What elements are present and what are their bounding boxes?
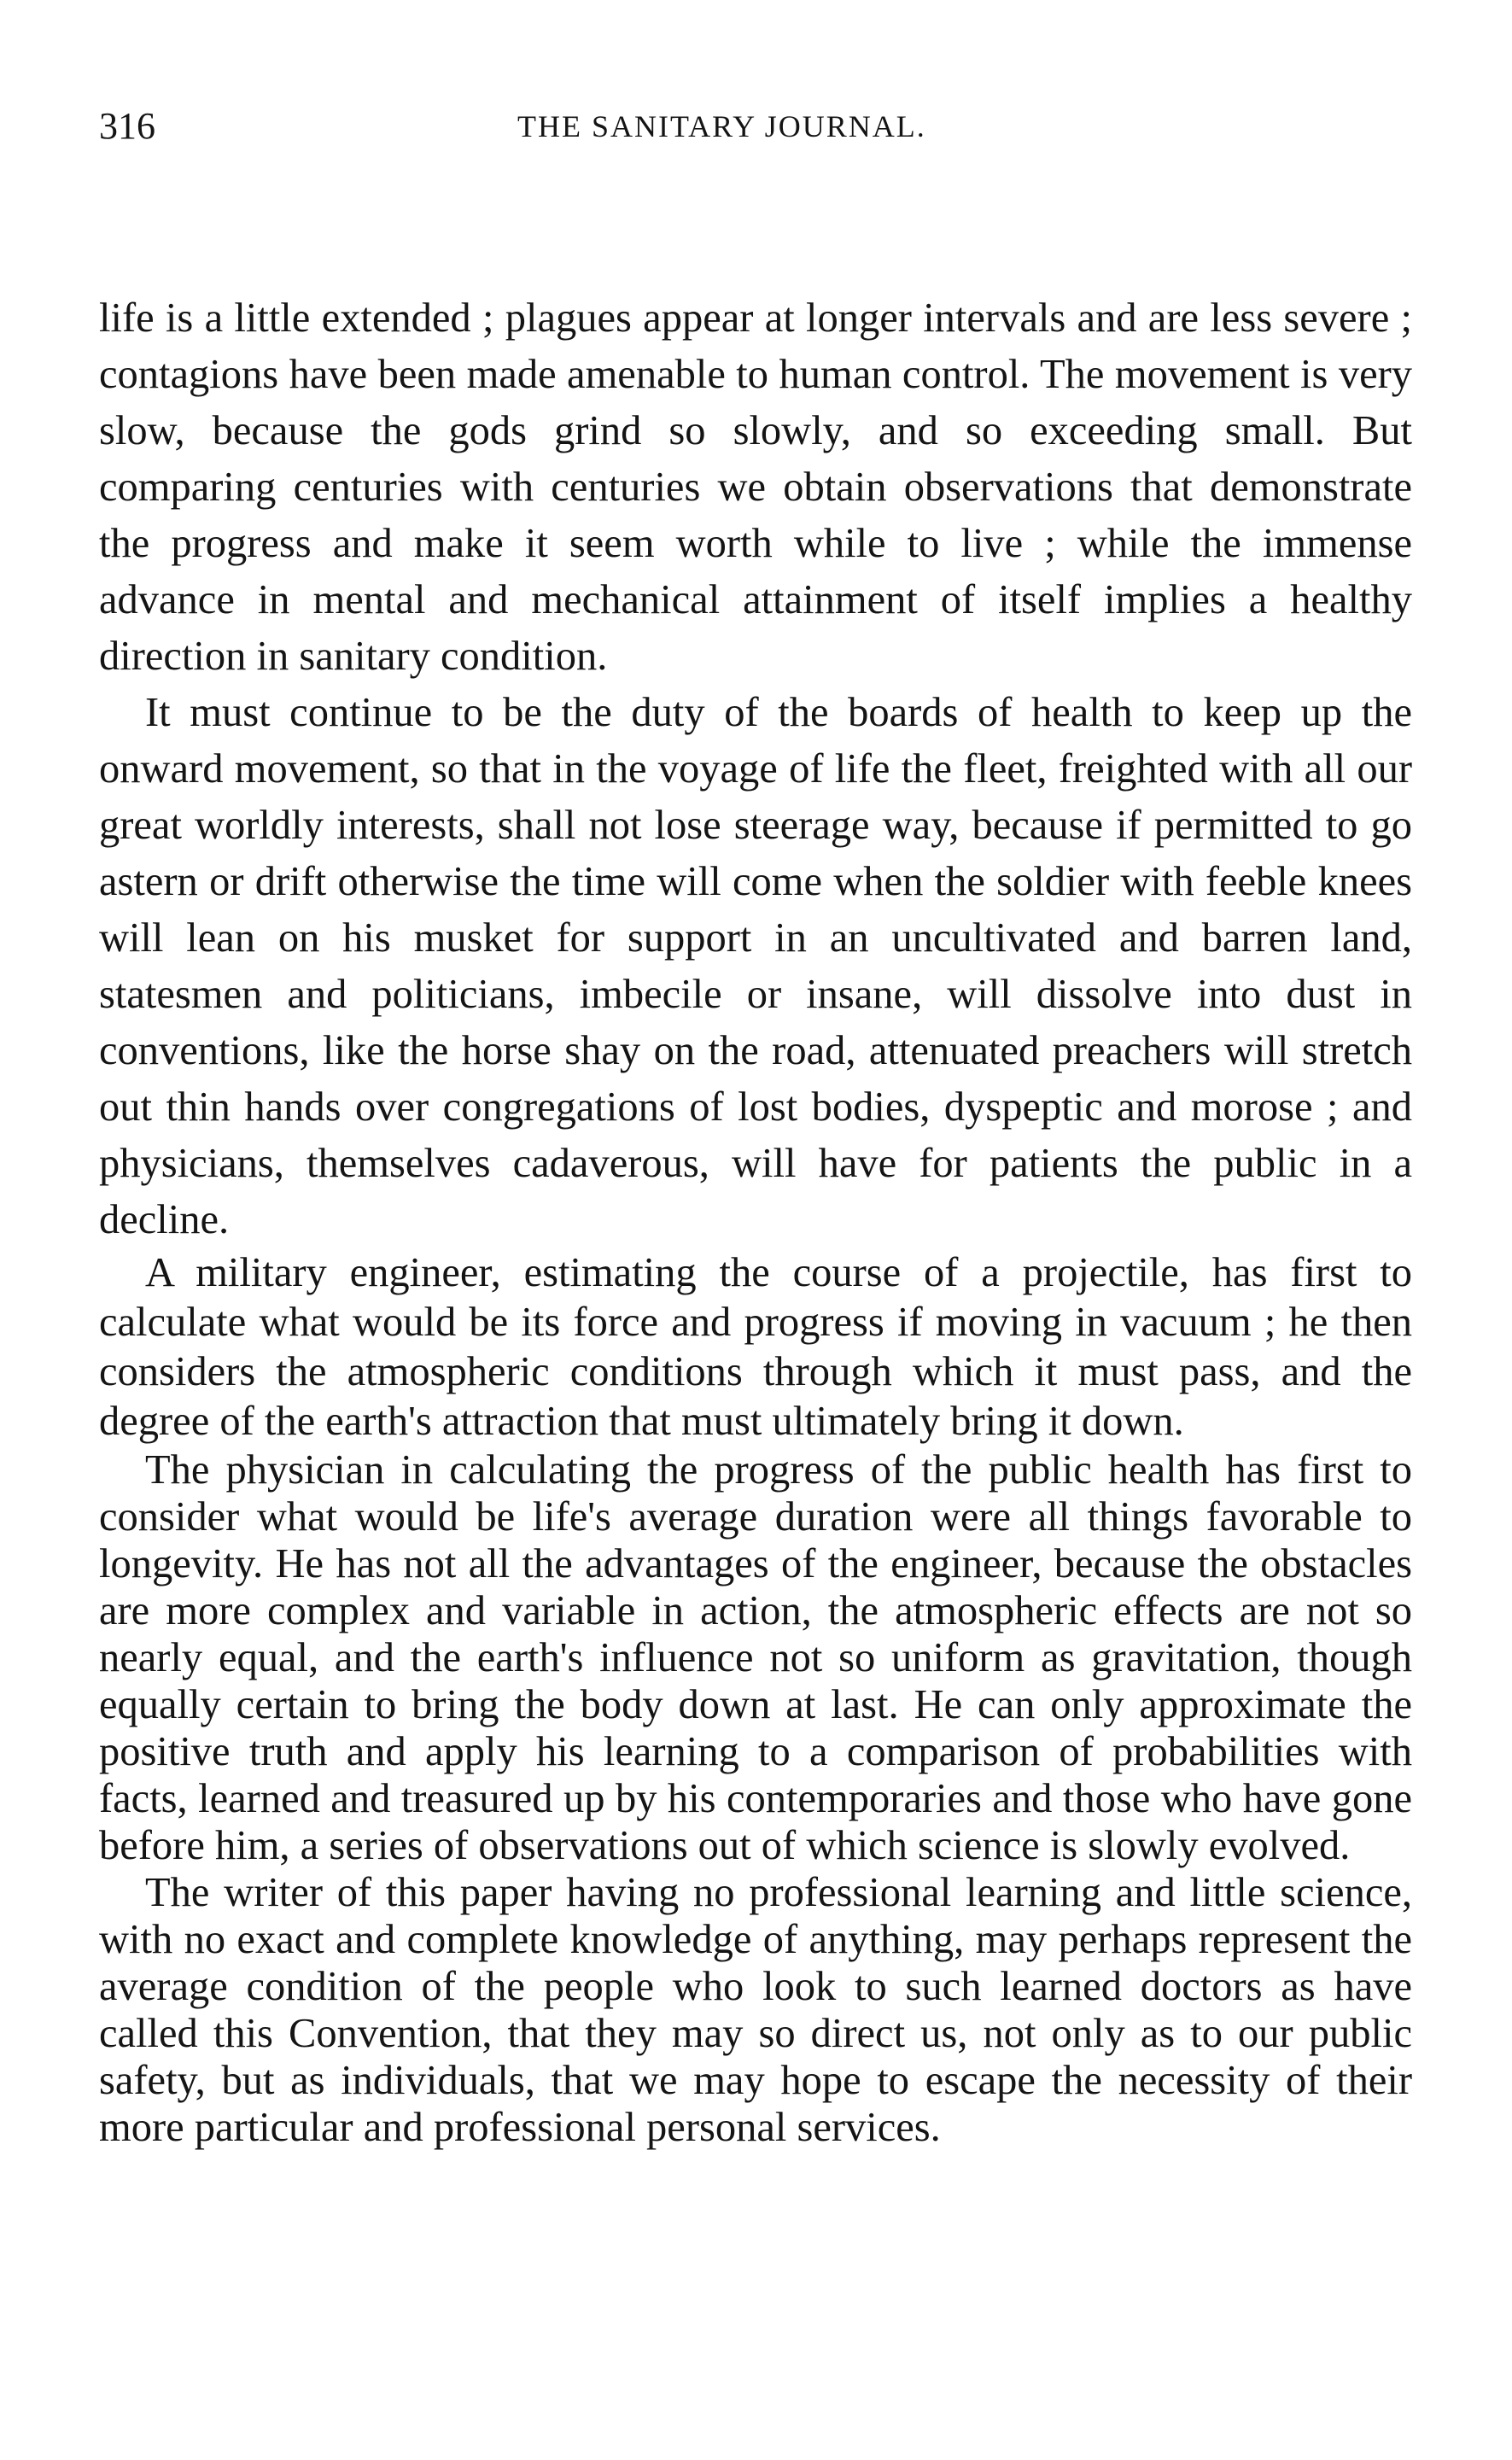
paragraph-2: It must continue to be the duty of the boards of health to keep up the onward movement, so that in the voyage of life the fleet, freighted with all our great worldly interests, shall not lose steerage way, because if permitted to go astern or drift otherwise the time will come when the soldier with feeble knees will lean on his musket for support in an uncultivated and barren land, statesmen and politicians, imbecile or insane, will dissolve into dust in conventions, like the horse shay on the road, attenuated preachers will stretch out thin hands over congregations of lost bodies, dyspeptic and morose ; and physicians, themselves cadaverous, will have for patients the public in a decline.	[99, 690, 1412, 1242]
running-head	[99, 101, 1412, 152]
paragraph-1: life is a little extended ; plagues appear at longer intervals and are less severe ; contagions have been made amenable to human control. The movement is very slow, because the gods grind so slowly, and so exceeding small. But comparing centuries with centuries we obtain observations that demonstrate the progress and make it seem worth while to live ; while the immense advance in mental and mechanical attainment of itself implies a healthy direction in sanitary condition.	[99, 295, 1412, 679]
paragraph-5: The writer of this paper having no professional learning and little science, with no exact and complete knowledge of anything, may perhaps represent the average condition of the people who look to such learned doctors as have called this Convention, that they may so direct us, not only as to our public safety, but as individuals, that we may hope to escape the necessity of their more particular and professional personal services.	[99, 1870, 1412, 2150]
paragraph-4: The physician in calculating the progress of the public health has first to consider what would be life's average duration were all things favorable to longevity. He has not all the advantages of the engineer, because the obstacles are more complex and variable in action, the atmospheric effects are not so nearly equal, and the earth's influence not so uniform as gravitation, though equally certain to bring the body down at last. He can only approximate the positive truth and apply his learning to a comparison of probabilities with facts, learned and treasured up by his contemporaries and those who have gone before him, a series of observations out of which science is slowly evolved.	[99, 1447, 1412, 1868]
paragraph-3: A military engineer, estimating the course of a projectile, has first to calculate what would be its force and progress if moving in vacuum ; he then considers the atmospheric conditions through which it must pass, and the degree of the earth's attraction that must ultimately bring it down.	[99, 1250, 1412, 1444]
body-text	[99, 290, 1412, 2151]
running-title: THE SANITARY JOURNAL.	[517, 109, 926, 143]
page-number: 316	[99, 105, 155, 147]
journal-page	[99, 101, 1412, 2151]
